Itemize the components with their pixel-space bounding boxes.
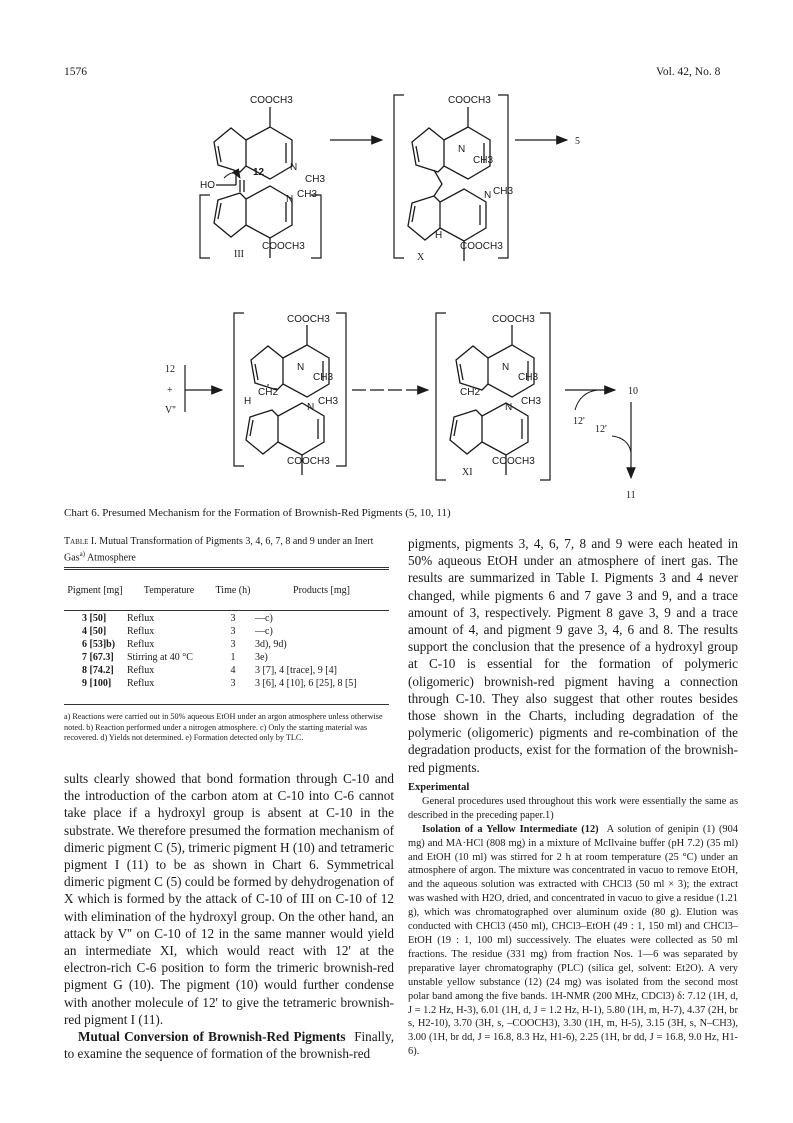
nitrogen-label: N (286, 194, 294, 205)
time-cell: 3 (230, 626, 236, 637)
table-caption-lead: Table I. (64, 536, 97, 547)
ester-label: COOCH3 (262, 241, 305, 252)
chart-caption: Chart 6. Presumed Mechanism for the Formation of Brownish-Red Pigments (5, 10, 11) (64, 507, 451, 519)
ester-label: COOCH3 (492, 314, 535, 325)
table-header: Temperature (143, 584, 195, 596)
body-paragraph: sults clearly showed that bond formation through C-10 and the introduction of the carbon atom at C-10 into C-6 cannot take place if a hydroxyl group is absent at C-10 in the substrate. We therefore presumed the formation mechanism of dimeric pigment C (5), trimeric pigment H (10) and tetrameric pigment I (11) to be as shown in Chart 6. Symmetrical dimeric pigment C (5) could be formed by dehydrogenation of X which is formed by the attack of C-10 of III on C-10 of 12 with elimination of the hydroxyl group. On the other hand, an attack by V'' on C-10 of 12 in the same manner would yield an intermediate XI, which would react with 12' at the electron-rich C-6 position to form the trimeric brownish-red pigment G (10). The pigment (10) would further condense with another molecule of 12' to give the tetrameric brownish-red pigment I (11). (64, 771, 394, 1027)
nitrogen-label: N (290, 162, 298, 173)
nitrogen-label: N (502, 362, 510, 373)
time-cell: 3 (230, 678, 236, 689)
page-number: 1576 (64, 66, 87, 78)
table-row (64, 612, 389, 625)
hydrogen-label: H (244, 396, 252, 407)
intermediate-iii-label: III (234, 249, 244, 260)
products-cell: —c) (255, 626, 273, 637)
intermediate-x-label: X (417, 252, 425, 263)
nitrogen-label: N (307, 402, 315, 413)
products-cell: —c) (255, 613, 273, 624)
experimental-section (408, 781, 738, 1059)
methyl-label: CH3 (305, 174, 326, 185)
temperature-cell: Reflux (127, 665, 155, 676)
table-caption-text: Mutual Transformation of Pigments 3, 4, 6, 7, 8 and 9 under an Inert Gas (64, 536, 374, 564)
time-cell: 3 (230, 639, 236, 650)
pigment-cell: 8 [74.2] (82, 665, 114, 676)
compound-12-prime-label: 12' (573, 416, 585, 427)
plus-sign: + (167, 385, 173, 396)
ester-label: COOCH3 (287, 456, 330, 467)
pigment-cell: 6 [53]b) (82, 639, 116, 650)
ester-label: COOCH3 (448, 95, 491, 106)
methyl-label: CH3 (313, 372, 334, 383)
methyl-label: CH3 (318, 396, 339, 407)
compound-12-label: 12 (253, 167, 265, 178)
products-cell: 3 [7], 4 [trace], 9 [4] (255, 665, 337, 676)
temperature-cell: Reflux (127, 639, 155, 650)
ester-label: COOCH3 (287, 314, 330, 325)
table-row (64, 664, 389, 677)
body-paragraph: General procedures used throughout this work were essentially the same as described in the preceding paper.1) (408, 795, 738, 821)
pigment-cell: 9 [100] (82, 678, 112, 689)
table-footnotes: a) Reactions were carried out in 50% aqueous EtOH under an argon atmosphere unless otherwise noted. b) Reaction performed under a nitrogen atmosphere. c) Only the starting material was recovered. d) Yields not determined. e) Formation detected only by TLC. (64, 712, 383, 742)
hydrogen-label: H (435, 230, 443, 241)
body-paragraph: A solution of genipin (1) (904 mg) and MA·HCl (808 mg) in a mixture of McIlvaine buffer (pH 7.2) (35 ml) and EtOH (10 ml) was stirred for 2 h at room temperature (25 °C) under an atmosphere of argon. The mixture was concentrated in vacuo to remove EtOH, and the aqueous solution was extracted with CHCl3 (50 ml × 3); the extract was washed with H2O, dried, and concentrated in vacuo to give a residue (1.21 g), which was chromatographed over aluminum oxide (80 g). Elution was conducted with CHCl3 (450 ml), CHCl3–EtOH (49 : 1, 150 ml) and CHCl3–EtOH (19 : 1, 100 ml) successively. The eluates were collected as 50 ml fractions. The residue (331 mg) from fraction Nos. 1—6 was separated by preparative layer chromatography (PLC) (silica gel, solvent: Et2O). A very unstable yellow substance (12) (24 mg) was isolated from the second most polar band among the five bands. 1H-NMR (200 MHz, CDCl3) δ: 7.12 (1H, d, J = 1.2 Hz, H-3), 6.01 (1H, d, J = 1.2 Hz, H-1), 5.80 (1H, m, H-7), 4.37 (2H, br s, H2-10), 3.70 (3H, s, –COOCH3), 3.30 (1H, m, H-5), 3.15 (3H, s, N–CH3), 3.00 (1H, br dd, J = 16.8, 8.3 Hz, H1-6), 2.25 (1H, br dd, J = 16.8, 9.0 Hz, H1-6). (408, 823, 739, 1058)
nitrogen-label: N (297, 362, 305, 373)
table-row (64, 677, 389, 690)
products-cell: 3 [6], 4 [10], 6 [25], 8 [5] (255, 678, 357, 689)
table-caption (64, 535, 384, 564)
products-cell: 3d), 9d) (255, 639, 287, 650)
intermediate-v-label: V'' (165, 405, 176, 416)
ch2-label: CH2 (460, 387, 481, 398)
nitrogen-label: N (484, 190, 492, 201)
compound-11-label: 11 (626, 490, 636, 501)
body-paragraph: pigments, pigments 3, 4, 6, 7, 8 and 9 were each heated in 50% aqueous EtOH under an atmosphere of inert gas. The results are summarized in Table I. Pigments 3 and 4 never changed, while pigments 6 and 7 gave 3 and 9, and a trace amount of 3, respectively. Pigment 8 gave 3, 9 and a trace amount of 4, and pigment 9 gave 3, 4, 6 and 8. The results support the conclusion that the presence of a hydroxyl group at C-10 is essential for the formation of polymeric (oligomeric) brownish-red pigment having a connection through C-10. They also suggest that other routes besides those shown in the Charts, including degradation of the polymeric (oligomeric) pigments and re-combination of the degradation products, exist for the formation of the brownish-red pigments. (408, 536, 738, 775)
body-paragraph (64, 770, 394, 1062)
methyl-label: CH3 (518, 372, 539, 383)
hydroxyl-label: HO (200, 180, 215, 191)
methyl-label: CH3 (297, 189, 318, 200)
methyl-label: CH3 (493, 186, 514, 197)
time-cell: 3 (230, 613, 236, 624)
nitrogen-label: N (458, 144, 466, 155)
section-heading: Mutual Conversion of Brownish-Red Pigments (78, 1029, 346, 1045)
section-heading: Experimental (408, 782, 470, 793)
temperature-cell: Reflux (127, 626, 155, 637)
table-row (64, 625, 389, 638)
table-header: Pigment [mg] (67, 584, 123, 596)
table-row (64, 638, 389, 651)
temperature-cell: Reflux (127, 613, 155, 624)
compound-5-label: 5 (575, 136, 580, 147)
table-header: Time (h) (215, 584, 251, 596)
journal-volume: Vol. 42, No. 8 (656, 66, 721, 78)
compound-10-label: 10 (628, 386, 638, 397)
methyl-label: CH3 (473, 155, 494, 166)
ch2-label: CH2 (258, 387, 279, 398)
body-paragraph: Finally, to examine the sequence of formation of the brownish-red (64, 1029, 394, 1062)
products-cell: 3e) (255, 652, 268, 663)
compound-12-prime-label: 12' (595, 424, 607, 435)
ester-label: COOCH3 (492, 456, 535, 467)
pigment-table (64, 568, 389, 690)
pigment-cell: 7 [67.3] (82, 652, 114, 663)
table-row (64, 651, 389, 664)
table-caption-mark: a) (79, 550, 86, 558)
time-cell: 1 (230, 652, 236, 663)
table-caption-tail: Atmosphere (85, 552, 136, 564)
ester-label: COOCH3 (460, 241, 503, 252)
temperature-cell: Reflux (127, 678, 155, 689)
table-header: Products [mg] (293, 584, 350, 596)
pigment-cell: 4 [50] (82, 626, 107, 637)
temperature-cell: Stirring at 40 °C (127, 652, 193, 663)
pigment-cell: 3 [50] (82, 613, 107, 624)
section-heading: Isolation of a Yellow Intermediate (12) (422, 823, 599, 835)
compound-12-label: 12 (165, 364, 175, 375)
intermediate-xi-label: XI (462, 467, 473, 478)
methyl-label: CH3 (521, 396, 542, 407)
nitrogen-label: N (505, 402, 513, 413)
reaction-scheme (0, 0, 793, 510)
ester-label: COOCH3 (250, 95, 293, 106)
time-cell: 4 (230, 665, 236, 676)
